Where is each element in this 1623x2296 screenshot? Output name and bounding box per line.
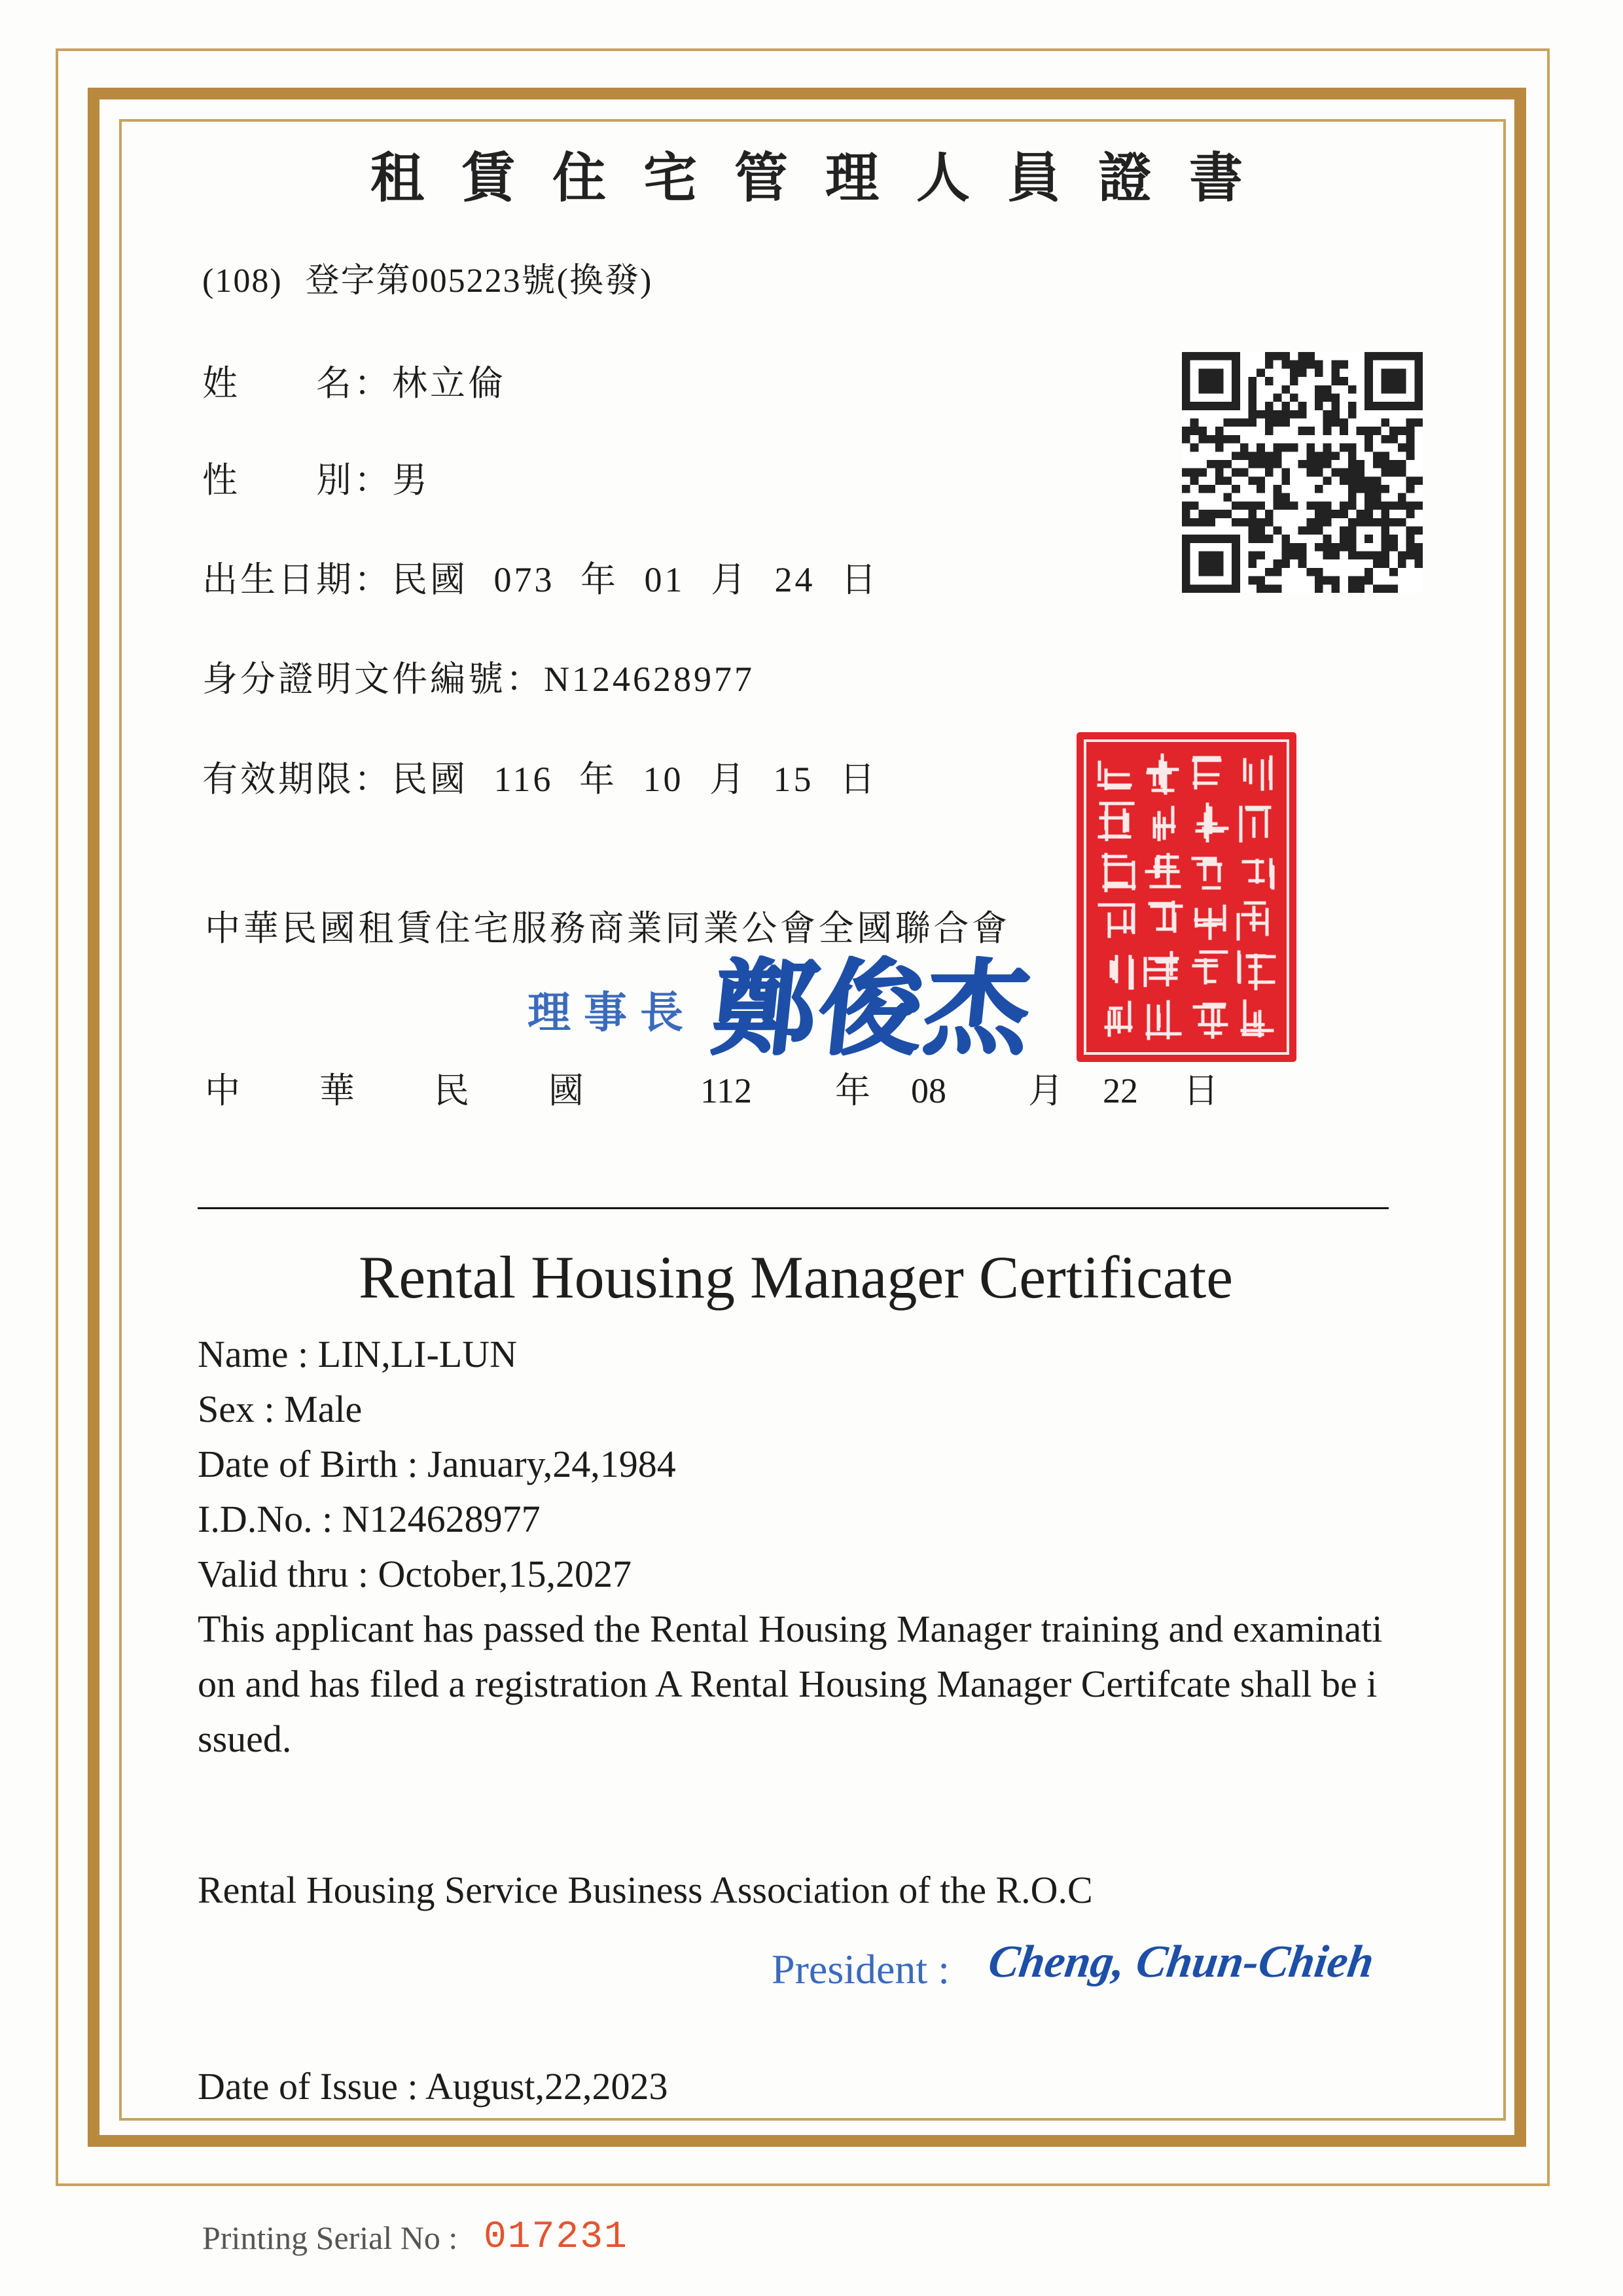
president-signature-zh: 鄭俊杰 (707, 953, 1038, 1067)
issue-date-year-unit: 年 (835, 1071, 870, 1110)
field-valid-until-zh (202, 760, 878, 799)
field-value: October,15,2027 (378, 1553, 632, 1595)
field-value: 男 (392, 461, 430, 500)
field-value: LIN,LI-LUN (317, 1333, 517, 1375)
field-name-zh (202, 364, 506, 403)
field-sex-en (198, 1382, 1382, 1437)
issue-date-label: Date of Issue : (198, 2065, 418, 2108)
statement-line: ssued. (198, 1718, 292, 1760)
field-value: N124628977 (544, 660, 755, 699)
field-id-number-en (198, 1492, 1382, 1547)
field-label: Valid thru : (198, 1553, 368, 1595)
field-label: Date of Birth : (198, 1443, 418, 1485)
field-value: 林立倫 (392, 364, 506, 403)
field-label: 有效期限： (202, 760, 392, 799)
field-birth-date-zh (202, 560, 879, 599)
issue-date-month: 08 (911, 1071, 946, 1110)
english-details (198, 1327, 1382, 1767)
field-id-number-zh (202, 660, 755, 699)
issue-date-day-unit: 日 (1183, 1071, 1219, 1110)
section-divider (198, 1207, 1389, 1209)
field-name-en (198, 1327, 1382, 1382)
field-label: 身分證明文件編號： (202, 660, 544, 699)
field-label: Name : (198, 1333, 309, 1375)
statement-line: on and has filed a registration A Rental Housing Manager Certifcate shall be i (198, 1663, 1378, 1705)
field-birth-date-en (198, 1437, 1382, 1492)
printing-serial-label: Printing Serial No : (202, 2219, 458, 2256)
field-label: I.D.No. : (198, 1498, 333, 1540)
official-red-seal (1077, 732, 1296, 1062)
field-label: 性 別： (202, 461, 392, 500)
certificate-title-zh: 租賃住宅管理人員證書 (370, 149, 1281, 208)
issuer-name-en: Rental Housing Service Business Association of the R.O.C (198, 1869, 1093, 1911)
certificate-title-en: Rental Housing Manager Certificate (359, 1244, 1234, 1311)
statement-line: This applicant has passed the Rental Housing Manager training and examinati (198, 1608, 1383, 1650)
field-label: Sex : (198, 1388, 275, 1430)
printing-serial-number: 017231 (484, 2216, 628, 2259)
field-value: N124628977 (342, 1498, 541, 1540)
field-label: 出生日期： (202, 560, 392, 599)
field-value: 民國 116 年 10 月 15 日 (392, 760, 878, 799)
issue-date-era: 中華民國 (205, 1071, 663, 1110)
field-valid-thru-en (198, 1547, 1382, 1602)
qr-code (1182, 352, 1423, 593)
field-label: 姓 名： (202, 364, 392, 403)
issuer-name-zh: 中華民國租賃住宅服務商業同業公會全國聯合會 (205, 909, 1010, 948)
field-value: January,24,1984 (427, 1443, 676, 1485)
registration-number: (108) 登字第005223號(換發) (202, 262, 653, 300)
issue-date-en (198, 2059, 668, 2114)
president-title-zh: 理事長 (527, 989, 696, 1037)
field-value: 民國 073 年 01 月 24 日 (392, 560, 879, 599)
president-label-en: President : (772, 1946, 950, 1992)
issue-date-month-unit: 月 (1028, 1071, 1063, 1110)
issue-date-value: August,22,2023 (425, 2065, 668, 2108)
field-value: Male (284, 1388, 363, 1430)
issue-date-year: 112 (700, 1071, 752, 1110)
issue-date-day: 22 (1103, 1071, 1138, 1110)
president-signature-en: Cheng, Chun-Chieh (985, 1937, 1377, 1987)
field-sex-zh (202, 461, 430, 500)
